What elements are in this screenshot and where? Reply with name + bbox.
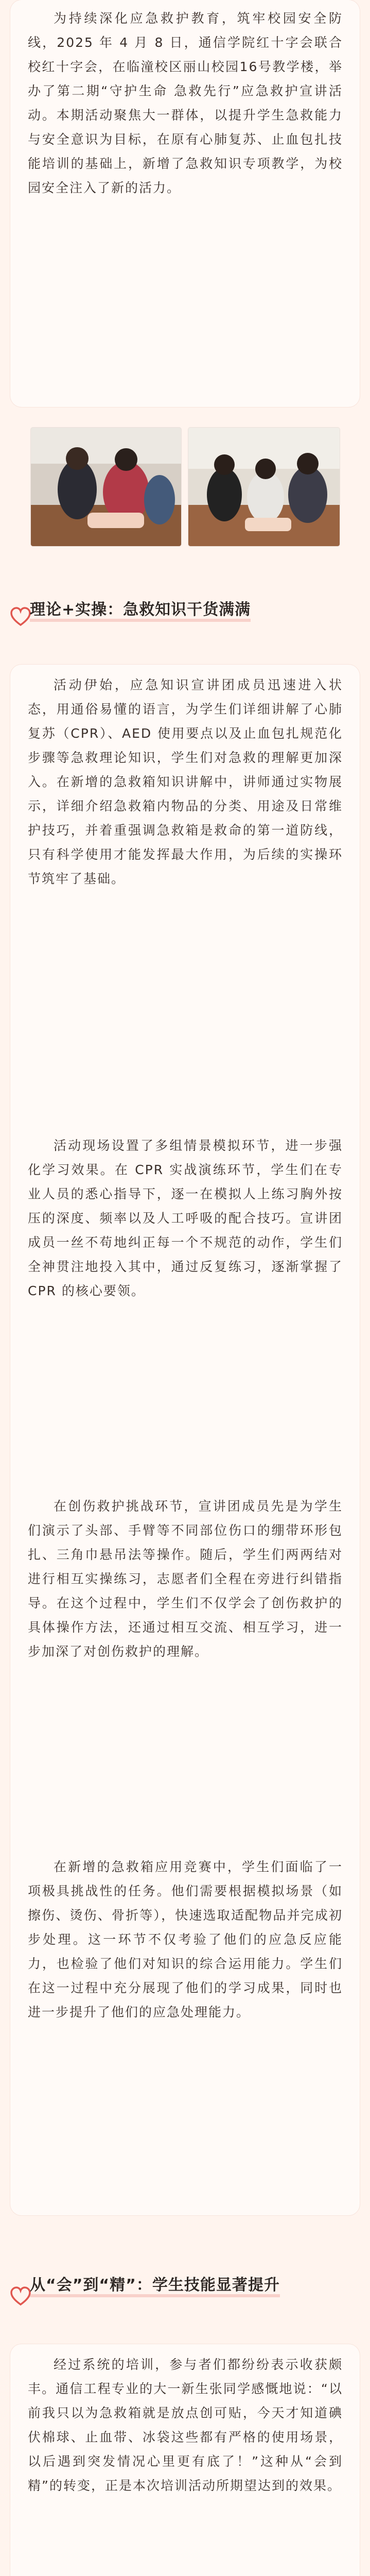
section1-paragraph-3: 在创伤救护挑战环节，宣讲团成员先是为学生们演示了头部、手臂等不同部位伤口的绷带环形包扎、三角巾悬吊法等操作。随后，学生们两两结对进行相互实操练习，志愿者们全程在旁进行纠错指导。在这个过程中，学生们不仅学会了创伤救护的具体操作方法，还通过相互交流、相互学习，进一步加深了对创伤救护的理解。 bbox=[28, 1499, 343, 1659]
section1-paragraph-2: 活动现场设置了多组情景模拟环节，进一步强化学习效果。在 CPR 实战演练环节，学生们在专业人员的悉心指导下，逐一在模拟人上练习胸外按压的深度、频率以及人工呼吸的配合技巧。宣讲团成员一丝不苟地纠正每一个不规范的动作，学生们全神贯注地投入其中，通过反复练习，逐渐掌握了 CPR 的核心要领。 bbox=[28, 1138, 343, 1298]
section1-title: 理论+实操：急救知识干货满满 bbox=[30, 597, 318, 623]
heart-icon bbox=[10, 607, 31, 628]
section2-title: 从“会”到“精”：学生技能显著提升 bbox=[30, 2272, 318, 2299]
heart-icon bbox=[10, 2286, 31, 2307]
section1-paragraph-1: 活动伊始，应急知识宣讲团成员迅速进入状态，用通俗易懂的语言，为学生们详细讲解了心肺复苏（CPR）、AED 使用要点以及止血包扎规范化步骤等急救理论知识，学生们对急救的理解更加深入。在新增的急救箱知识讲解中，讲师通过实物展示，详细介绍急救箱内物品的分类、用途及日常维护技巧，并着重强调急救箱是救命的第一道防线，只有科学使用才能发挥最大作用，为后续的实操环节筑牢了基础。 bbox=[28, 677, 343, 886]
section1-paragraph-4: 在新增的急救箱应用竞赛中，学生们面临了一项极具挑战性的任务。他们需要根据模拟场景（如擦伤、烫伤、骨折等），快速选取适配物品并完成初步处理。这一环节不仅考验了他们的应急反应能力，也检验了他们对知识的综合运用能力。学生们在这一过程中充分展现了他们的学习成果，同时也进一步提升了他们的应急处理能力。 bbox=[28, 1859, 343, 2020]
photo-cpr-practice bbox=[31, 428, 181, 546]
section2-paragraph-1: 经过系统的培训，参与者们都纷纷表示收获颇丰。通信工程专业的大一新生张同学感慨地说：“以前我只以为急救箱就是放点创可贴，今天才知道碘伏棉球、止血带、冰袋这些都有严格的使用场景，以后遇到突发情况心里更有底了！”这种从“会到精”的转变，正是本次培训活动所期望达到的效果。 bbox=[28, 2357, 343, 2493]
photo-training-room bbox=[188, 428, 340, 546]
intro-paragraph: 为持续深化应急救护教育，筑牢校园安全防线，2025 年 4 月 8 日，通信学院红十字会联合校红十字会，在临潼校区丽山校园16号教学楼，举办了第二期“守护生命 急救先行”应急救护宣讲活动。本期活动聚焦大一群体，以提升学生急救能力与安全意识为目标，在原有心肺复苏、止血包扎技能培训的基础上，新增了急救知识专项教学，为校园安全注入了新的活力。 bbox=[28, 11, 343, 195]
